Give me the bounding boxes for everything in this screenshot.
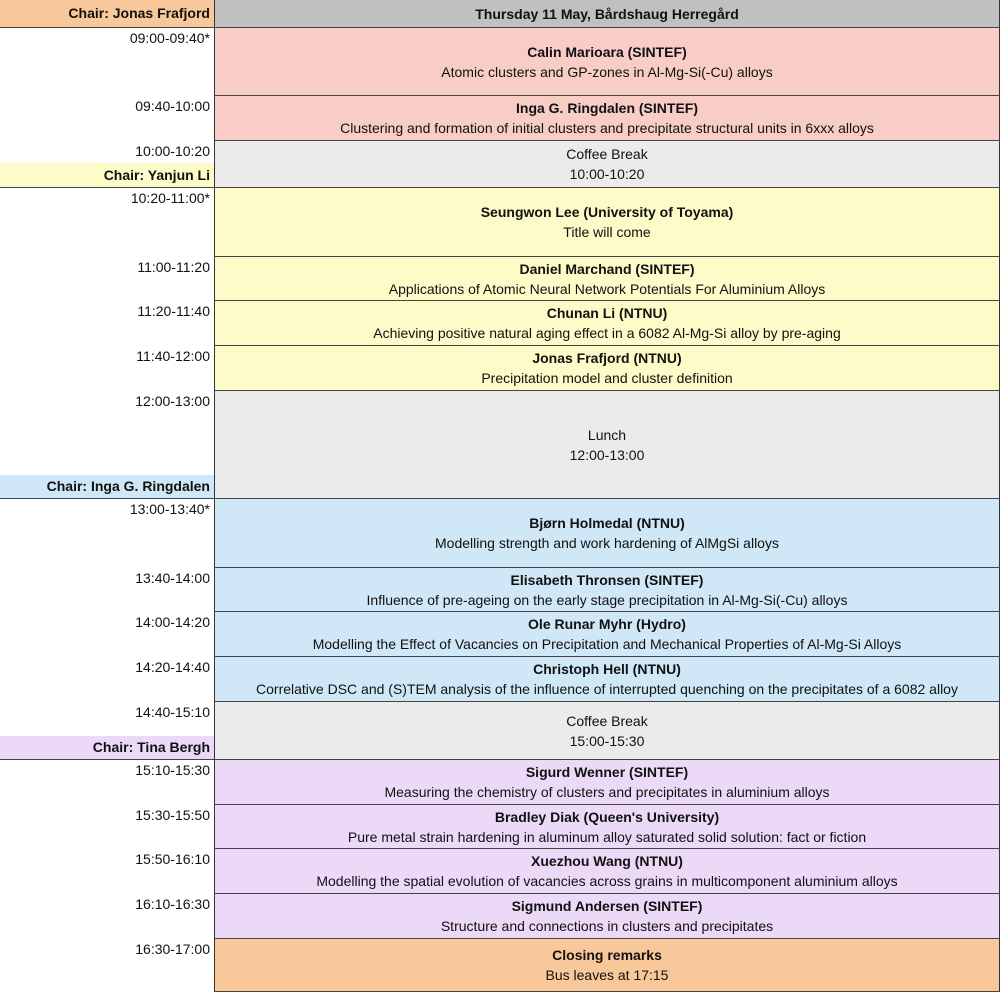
talk-speaker: Sigmund Andersen (SINTEF)	[511, 898, 703, 914]
talk-speaker: Seungwon Lee (University of Toyama)	[480, 204, 734, 220]
talk-cell	[214, 849, 1000, 893]
row-divider	[214, 701, 1000, 702]
header-day: Thursday 11 May, Bårdshaug Herregård	[214, 0, 1000, 27]
talk-title: Precipitation model and cluster definition	[481, 370, 733, 386]
talk-speaker: Inga G. Ringdalen (SINTEF)	[516, 100, 698, 116]
talk-speaker: Chunan Li (NTNU)	[546, 305, 668, 321]
row-divider	[214, 893, 1000, 894]
talk-cell	[214, 28, 1000, 95]
slot-time: 11:00-11:20	[137, 259, 210, 275]
talk-cell	[214, 301, 1000, 345]
talk-speaker: Bradley Diak (Queen's University)	[494, 808, 720, 825]
slot-time: 11:40-12:00	[136, 348, 210, 364]
lunch-time: 12:00-13:00	[569, 446, 645, 463]
talk-speaker: Xuezhou Wang (NTNU)	[531, 853, 683, 869]
talk-title: Modelling the Effect of Vacancies on Precipitation and Mechanical Properties of Al-Mg-Si Alloys	[312, 636, 902, 652]
row-divider	[0, 759, 1000, 760]
session-chair: Chair: Yanjun Li	[0, 163, 214, 187]
talk-speaker: Calin Marioara (SINTEF)	[527, 43, 687, 60]
talk-title: Title will come	[563, 224, 651, 240]
talk-speaker: Jonas Frafjord (NTNU)	[532, 350, 682, 366]
slot-time: 11:20-11:40	[137, 303, 210, 319]
slot-time: 10:20-11:00*	[130, 190, 210, 206]
row-divider	[214, 300, 1000, 301]
talk-cell	[214, 346, 1000, 390]
talk-speaker: Sigurd Wenner (SINTEF)	[525, 764, 689, 780]
talk-cell	[214, 805, 1000, 848]
slot-time: 15:30-15:50	[135, 807, 210, 823]
row-divider	[214, 848, 1000, 849]
row-divider	[214, 938, 1000, 939]
row-divider	[214, 390, 1000, 391]
talk-title: Atomic clusters and GP-zones in Al-Mg-Si(-Cu) alloys	[441, 63, 773, 80]
talk-cell	[214, 188, 1000, 256]
slot-time: 13:00-13:40*	[129, 501, 210, 517]
talk-speaker: Christoph Hell (NTNU)	[533, 661, 681, 677]
talk-cell	[214, 499, 1000, 567]
talk-speaker: Bjørn Holmedal (NTNU)	[529, 515, 685, 531]
lunch-label: Lunch	[587, 426, 627, 443]
talk-cell	[214, 612, 1000, 656]
talk-title: Measuring the chemistry of clusters and precipitates in aluminium alloys	[384, 784, 830, 800]
slot-time: 16:30-17:00	[135, 941, 210, 957]
row-divider	[214, 345, 1000, 346]
slot-time: 13:40-14:00	[135, 570, 210, 586]
talk-cell	[214, 894, 1000, 938]
talk-title: Clustering and formation of initial clusters and precipitate structural units in 6xxx alloys	[340, 120, 874, 136]
talk-speaker: Daniel Marchand (SINTEF)	[519, 260, 695, 277]
break-label: Coffee Break	[566, 712, 648, 729]
closing-label: Closing remarks	[552, 947, 662, 963]
slot-time: 12:00-13:00	[135, 393, 210, 409]
row-divider	[0, 498, 1000, 499]
row-divider	[214, 256, 1000, 257]
row-divider	[214, 567, 1000, 568]
header-chair: Chair: Jonas Frafjord	[0, 0, 214, 27]
row-divider	[214, 804, 1000, 805]
talk-cell	[214, 257, 1000, 300]
talk-title: Influence of pre-ageing on the early stage precipitation in Al-Mg-Si(-Cu) alloys	[366, 591, 848, 608]
break-cell	[214, 702, 1000, 759]
slot-time: 14:40-15:10	[135, 704, 210, 720]
closing-note: Bus leaves at 17:15	[545, 967, 669, 983]
row-divider	[0, 27, 1000, 28]
talk-title: Correlative DSC and (S)TEM analysis of the influence of interrupted quenching on the precipitates of a 6082 alloy	[256, 681, 958, 697]
talk-speaker: Ole Runar Myhr (Hydro)	[528, 616, 686, 632]
row-divider	[0, 187, 1000, 188]
slot-time: 15:50-16:10	[135, 851, 210, 867]
session-chair: Chair: Inga G. Ringdalen	[0, 475, 214, 498]
session-chair: Chair: Tina Bergh	[0, 736, 214, 759]
talk-cell	[214, 657, 1000, 701]
talk-title: Structure and connections in clusters and precipitates	[440, 918, 774, 934]
break-cell	[214, 141, 1000, 187]
talk-cell	[214, 568, 1000, 611]
talk-title: Applications of Atomic Neural Network Potentials For Aluminium Alloys	[388, 280, 826, 297]
row-divider	[214, 656, 1000, 657]
slot-time: 10:00-10:20	[135, 143, 210, 159]
talk-title: Pure metal strain hardening in aluminum alloy saturated solid solution: fact or fiction	[347, 828, 867, 845]
closing-cell	[214, 939, 1000, 991]
lunch-cell	[214, 391, 1000, 498]
slot-time: 14:00-14:20	[135, 614, 210, 630]
break-time: 15:00-15:30	[569, 732, 645, 749]
talk-cell	[214, 760, 1000, 804]
row-divider	[214, 95, 1000, 96]
slot-time: 16:10-16:30	[135, 896, 210, 912]
slot-time: 09:40-10:00	[135, 98, 210, 114]
talk-cell	[214, 96, 1000, 140]
row-divider	[214, 140, 1000, 141]
break-time: 10:00-10:20	[569, 166, 645, 182]
row-divider	[214, 611, 1000, 612]
talk-title: Modelling the spatial evolution of vacancies across grains in multicomponent aluminium alloys	[316, 873, 898, 889]
talk-title: Modelling strength and work hardening of AlMgSi alloys	[435, 535, 779, 551]
slot-time: 14:20-14:40	[135, 659, 210, 675]
talk-speaker: Elisabeth Thronsen (SINTEF)	[510, 571, 704, 588]
row-divider	[214, 991, 1000, 992]
slot-time: 09:00-09:40*	[129, 30, 210, 46]
slot-time: 15:10-15:30	[135, 762, 210, 778]
talk-title: Achieving positive natural aging effect in a 6082 Al-Mg-Si alloy by pre-aging	[373, 325, 841, 341]
break-label: Coffee Break	[566, 146, 648, 162]
